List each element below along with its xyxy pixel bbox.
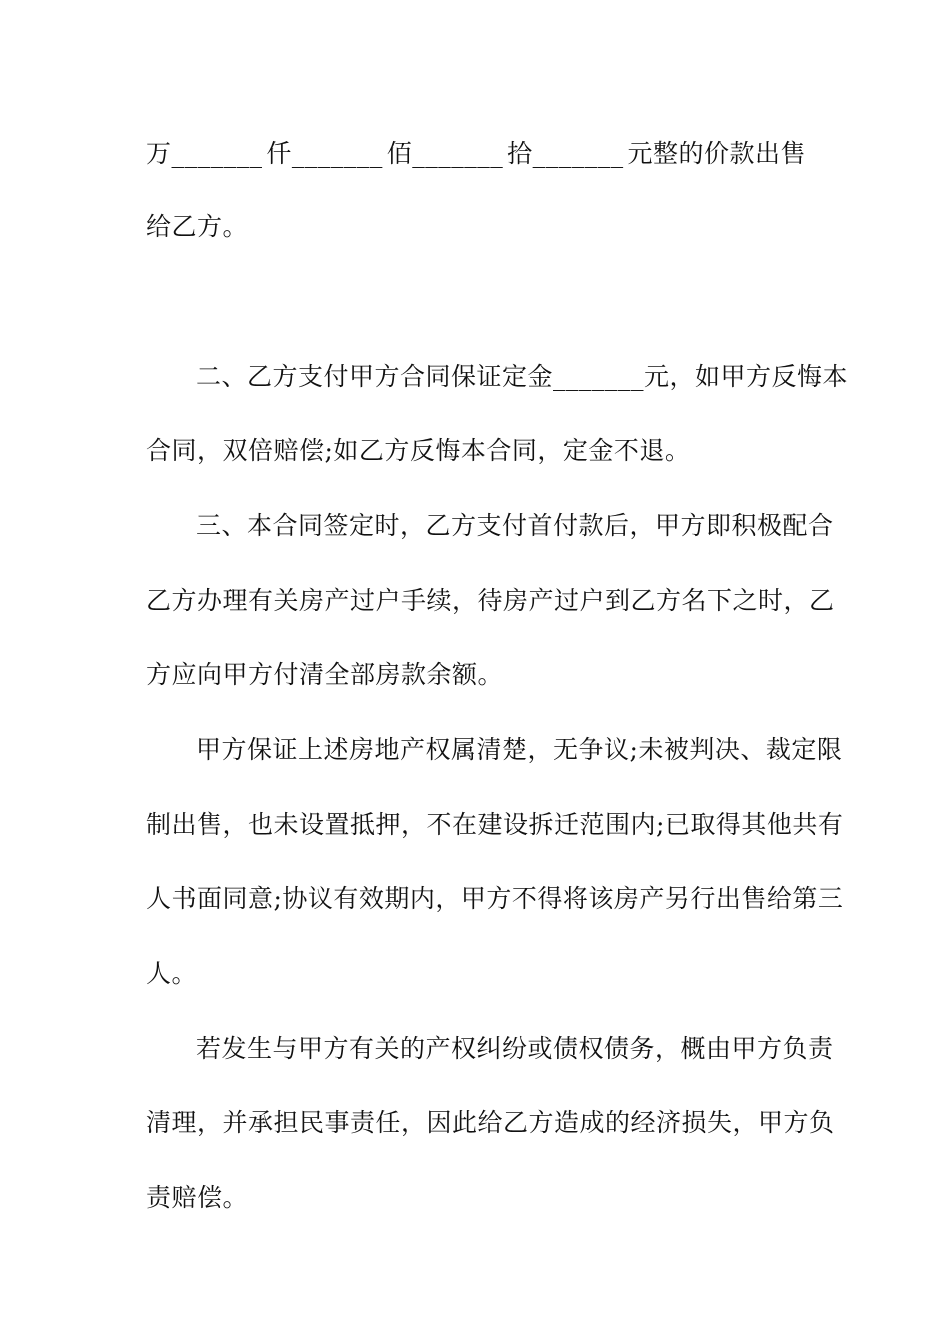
text-segment-yuan: 元整的价款出售	[627, 139, 806, 168]
text-segment-shi: 拾_______	[507, 139, 624, 168]
text-line-price-amounts	[146, 139, 806, 169]
clause-two-line-2: 合同，双倍赔偿;如乙方反悔本合同，定金不退。	[146, 436, 691, 465]
text-segment-wan: 万_______	[146, 139, 263, 168]
guarantee-line-2: 制出售，也未设置抵押，不在建设拆迁范围内;已取得其他共有	[146, 810, 844, 839]
clause-three-line-3: 方应向甲方付清全部房款余额。	[146, 660, 504, 689]
text-line-to-party-b: 给乙方。	[146, 212, 249, 241]
dispute-line-3: 责赔偿。	[146, 1183, 249, 1212]
clause-two-line-1: 二、乙方支付甲方合同保证定金_______元，如甲方反悔本	[196, 362, 849, 391]
guarantee-line-1: 甲方保证上述房地产权属清楚，无争议;未被判决、裁定限	[196, 735, 843, 764]
clause-three-line-1: 三、本合同签定时，乙方支付首付款后，甲方即积极配合	[196, 511, 834, 540]
text-segment-qian: 仟_______	[266, 139, 383, 168]
guarantee-line-4: 人。	[146, 959, 198, 988]
clause-three-line-2: 乙方办理有关房产过户手续，待房产过户到乙方名下之时，乙	[146, 586, 835, 615]
dispute-line-1: 若发生与甲方有关的产权纠纷或债权债务，概由甲方负责	[196, 1034, 834, 1063]
guarantee-line-3: 人书面同意;协议有效期内，甲方不得将该房产另行出售给第三	[146, 884, 844, 913]
dispute-line-2: 清理，并承担民事责任，因此给乙方造成的经济损失，甲方负	[146, 1108, 835, 1137]
text-segment-bai: 佰_______	[386, 139, 504, 168]
